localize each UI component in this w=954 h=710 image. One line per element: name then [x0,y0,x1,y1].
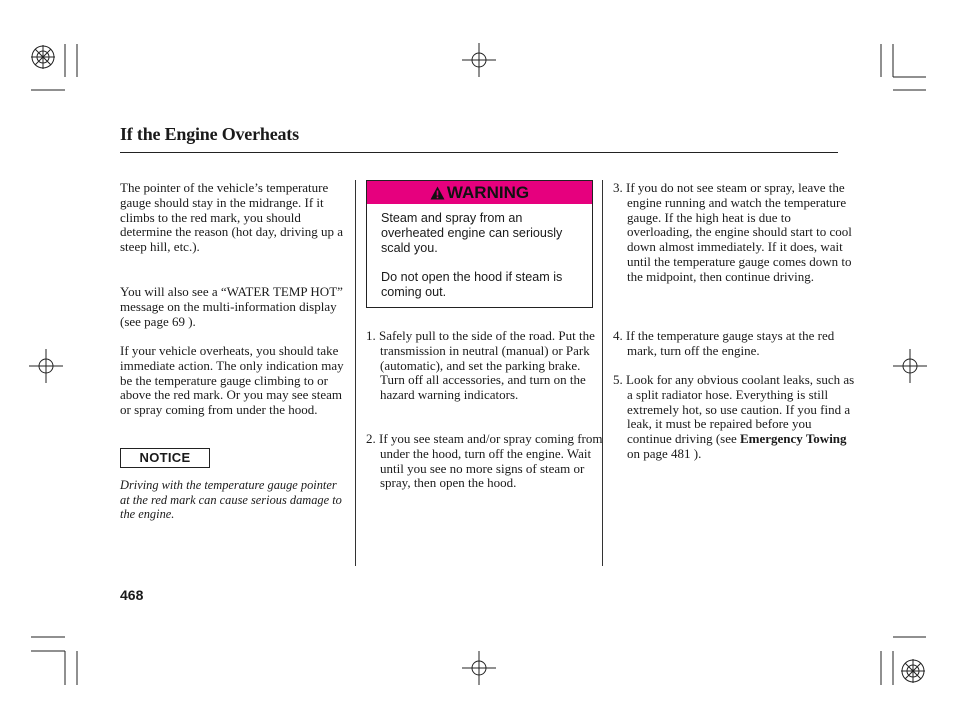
step-1: 1. Safely pull to the side of the road. Put the transmission in neutral (manual) or Park (automatic), and set the parking brake. Turn off all accessories, and turn on the hazard warning indicators. [366,328,595,403]
notice-text: Driving with the temperature gauge pointer at the red mark can cause serious damage to the engine. [120,478,342,522]
overheat-paragraph: If your vehicle overheats, you should take immediate action. The only indication may be the temperature gauge climbing to or above the red mark. Or you may see steam or spray coming from under the hood. [120,343,344,418]
registration-target-bottom-right-icon [901,659,925,683]
notice-label: NOTICE [120,448,210,468]
water-temp-paragraph: You will also see a “WATER TEMP HOT” message on the multi-information display (see page 69 ). [120,284,343,329]
warning-line-2: Do not open the hood if steam is coming out. [381,270,563,299]
crosshair-left-icon [29,349,63,383]
crosshair-bottom-icon [462,651,496,685]
step-4: 4. If the temperature gauge stays at the red mark, turn off the engine. [613,328,835,358]
crosshair-right-icon [893,349,927,383]
warning-triangle-icon [430,186,445,200]
emergency-towing-link[interactable]: Emergency Towing [740,431,847,447]
step-5-page-ref: on page 481 ). [627,445,702,461]
page-title: If the Engine Overheats [120,124,299,144]
crosshair-top-icon [462,43,496,77]
intro-paragraph: The pointer of the vehicle’s temperature gauge should stay in the midrange. If it climbs to the red mark, you should determine the reason (hot day, driving up a steep hill, etc.). [120,180,343,255]
title-rule [120,152,838,153]
step-3: 3. If you do not see steam or spray, leave the engine running and watch the temperature gauge. If the high heat is due to overloading, the engine should start to cool down almost immediately. If it does, wait until the temperature gauge comes down to the midpoint, then continue driving. [613,180,852,284]
step-2: 2. If you see steam and/or spray coming from under the hood, turn off the engine. Wait until you see no more signs of steam or spray, then open the hood. [366,431,603,491]
column-divider-left [355,180,356,566]
warning-header [367,181,592,204]
step-5-text: 5. Look for any obvious coolant leaks, such as a split radiator hose. Everything is still extremely hot, so use caution. If you find a leak, it must be repaired before you continue driving (see [613,372,855,447]
registration-target-top-left-icon [31,45,55,69]
warning-label: WARNING [446,183,530,202]
page-number: 468 [120,587,144,603]
warning-line-1: Steam and spray from an overheated engine can seriously scald you. [381,211,563,255]
warning-box [366,180,593,308]
step-5 [613,373,859,462]
